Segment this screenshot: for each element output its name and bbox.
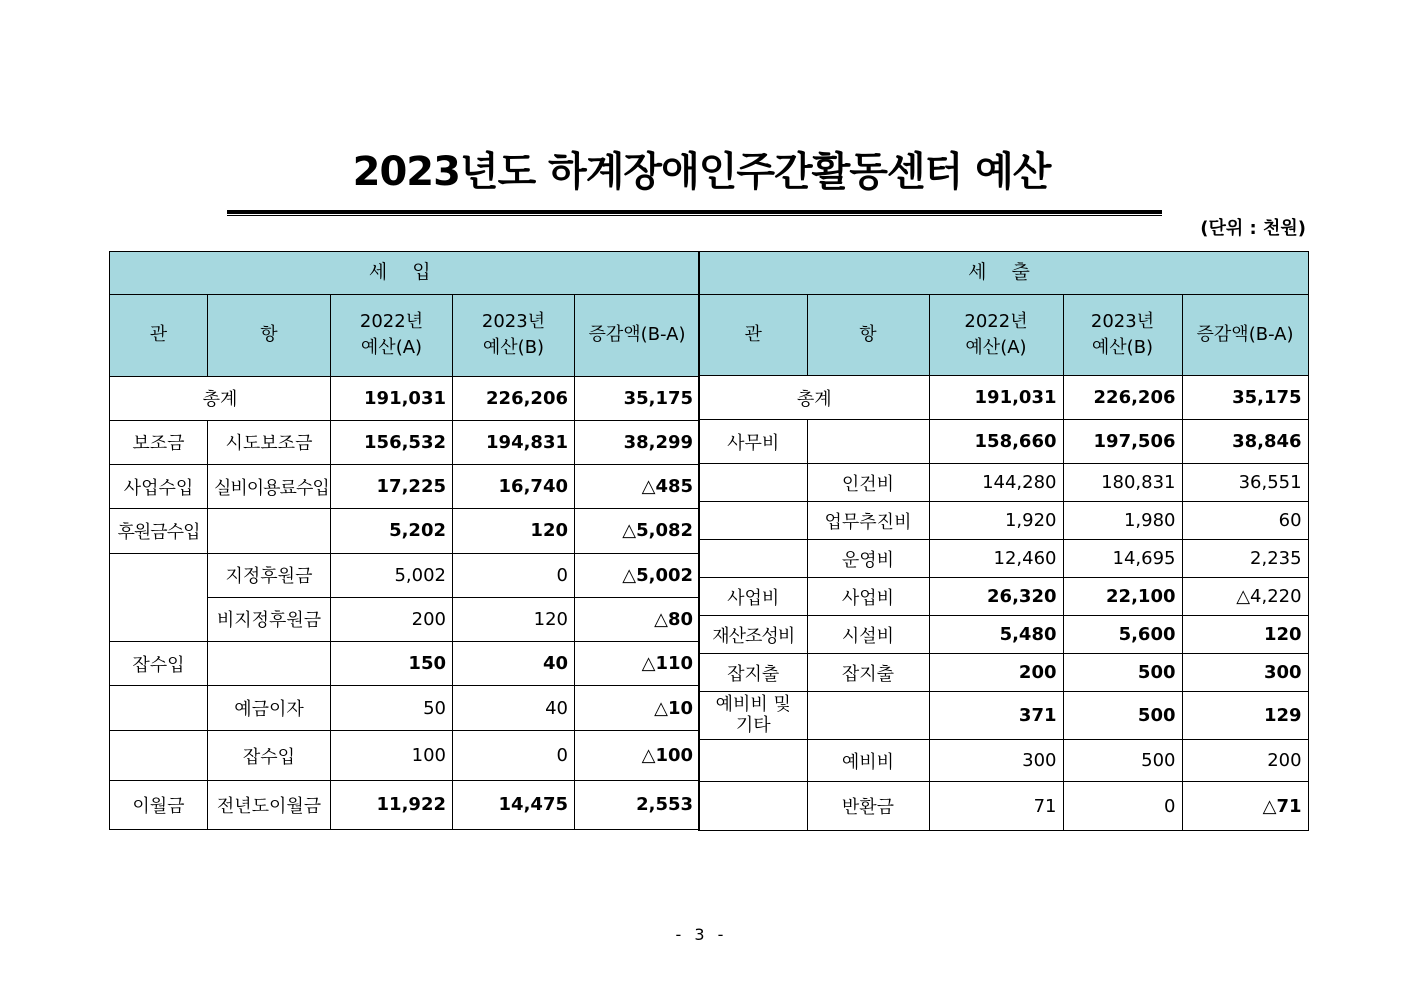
table-row bbox=[699, 540, 1308, 578]
amount-2023: 120 bbox=[453, 509, 575, 553]
gwan-cell: 사무비 bbox=[699, 420, 807, 464]
table-row bbox=[699, 464, 1308, 502]
table-row bbox=[110, 731, 700, 780]
gwan-cell: 후원금수입 bbox=[110, 509, 208, 553]
amount-2022: 5,480 bbox=[929, 616, 1063, 654]
hang-cell: 시도보조금 bbox=[208, 420, 331, 464]
amount-diff: △80 bbox=[575, 597, 700, 641]
income-total-label: 총계 bbox=[110, 376, 331, 420]
expense-total-diff: 35,175 bbox=[1182, 376, 1308, 420]
amount-diff: △5,082 bbox=[575, 509, 700, 553]
amount-2022: 200 bbox=[331, 597, 453, 641]
expense-section-header: 세 출 bbox=[699, 252, 1308, 295]
amount-2023: 0 bbox=[453, 731, 575, 780]
amount-diff: 38,846 bbox=[1182, 420, 1308, 464]
page-title: 2023년도 하계장애인주간활동센터 예산 bbox=[352, 149, 1051, 195]
amount-diff: △485 bbox=[575, 465, 700, 509]
gwan-cell bbox=[110, 553, 208, 641]
table-row bbox=[110, 420, 700, 464]
amount-diff: 300 bbox=[1182, 654, 1308, 692]
gwan-cell: 사업수입 bbox=[110, 465, 208, 509]
amount-2022: 150 bbox=[331, 641, 453, 685]
amount-2022: 5,202 bbox=[331, 509, 453, 553]
gwan-cell bbox=[110, 731, 208, 780]
expense-header-gwan: 관 bbox=[699, 295, 807, 376]
amount-diff: 36,551 bbox=[1182, 464, 1308, 502]
hang-cell bbox=[208, 641, 331, 685]
expense-total-label: 총계 bbox=[699, 376, 929, 420]
amount-2023: 22,100 bbox=[1063, 578, 1182, 616]
hang-cell: 잡지출 bbox=[807, 654, 929, 692]
title-underline bbox=[227, 210, 1162, 216]
expense-total-2022: 191,031 bbox=[929, 376, 1063, 420]
amount-2022: 50 bbox=[331, 686, 453, 731]
amount-2022: 17,225 bbox=[331, 465, 453, 509]
hang-cell bbox=[208, 509, 331, 553]
amount-diff: 60 bbox=[1182, 502, 1308, 540]
hang-cell: 실비이용료수입 bbox=[208, 465, 331, 509]
gwan-cell bbox=[699, 740, 807, 782]
table-row bbox=[699, 654, 1308, 692]
hang-cell: 사업비 bbox=[807, 578, 929, 616]
hang-cell bbox=[807, 420, 929, 464]
amount-2022: 5,002 bbox=[331, 553, 453, 597]
amount-diff: 2,235 bbox=[1182, 540, 1308, 578]
hang-cell: 전년도이월금 bbox=[208, 780, 331, 829]
hang-cell: 운영비 bbox=[807, 540, 929, 578]
amount-2022: 71 bbox=[929, 782, 1063, 831]
expense-header-2022: 2022년 예산(A) bbox=[929, 295, 1063, 376]
amount-2023: 500 bbox=[1063, 740, 1182, 782]
table-row bbox=[699, 616, 1308, 654]
amount-2023: 14,475 bbox=[453, 780, 575, 829]
amount-2023: 120 bbox=[453, 597, 575, 641]
amount-2023: 500 bbox=[1063, 692, 1182, 740]
amount-diff: △110 bbox=[575, 641, 700, 685]
income-section-header: 세 입 bbox=[110, 252, 700, 295]
amount-2022: 1,920 bbox=[929, 502, 1063, 540]
gwan-cell: 잡수입 bbox=[110, 641, 208, 685]
amount-2022: 26,320 bbox=[929, 578, 1063, 616]
amount-2023: 0 bbox=[1063, 782, 1182, 831]
expense-header-hang: 항 bbox=[807, 295, 929, 376]
gwan-cell bbox=[110, 686, 208, 731]
table-row bbox=[699, 692, 1308, 740]
amount-2023: 180,831 bbox=[1063, 464, 1182, 502]
hang-cell: 지정후원금 bbox=[208, 553, 331, 597]
expense-table bbox=[698, 251, 1309, 831]
amount-2023: 194,831 bbox=[453, 420, 575, 464]
table-row bbox=[699, 578, 1308, 616]
gwan-cell bbox=[699, 464, 807, 502]
income-header-diff: 증감액(B-A) bbox=[575, 295, 700, 376]
gwan-cell bbox=[699, 782, 807, 831]
expense-header-diff: 증감액(B-A) bbox=[1182, 295, 1308, 376]
income-total-diff: 35,175 bbox=[575, 376, 700, 420]
amount-diff: △10 bbox=[575, 686, 700, 731]
amount-diff: 200 bbox=[1182, 740, 1308, 782]
gwan-cell bbox=[699, 540, 807, 578]
amount-diff: 2,553 bbox=[575, 780, 700, 829]
amount-diff: △5,002 bbox=[575, 553, 700, 597]
expense-total-2023: 226,206 bbox=[1063, 376, 1182, 420]
gwan-cell: 잡지출 bbox=[699, 654, 807, 692]
hang-cell: 예금이자 bbox=[208, 686, 331, 731]
table-row bbox=[110, 465, 700, 509]
table-row bbox=[699, 782, 1308, 831]
amount-2022: 144,280 bbox=[929, 464, 1063, 502]
gwan-cell: 이월금 bbox=[110, 780, 208, 829]
amount-diff: △71 bbox=[1182, 782, 1308, 831]
amount-2023: 14,695 bbox=[1063, 540, 1182, 578]
amount-diff: △100 bbox=[575, 731, 700, 780]
income-total-2022: 191,031 bbox=[331, 376, 453, 420]
unit-label: (단위 : 천원) bbox=[1200, 218, 1306, 239]
amount-2023: 40 bbox=[453, 641, 575, 685]
amount-2022: 200 bbox=[929, 654, 1063, 692]
amount-2022: 12,460 bbox=[929, 540, 1063, 578]
hang-cell: 시설비 bbox=[807, 616, 929, 654]
amount-2022: 371 bbox=[929, 692, 1063, 740]
amount-2023: 500 bbox=[1063, 654, 1182, 692]
income-total-2023: 226,206 bbox=[453, 376, 575, 420]
income-total-row bbox=[110, 376, 700, 420]
amount-2022: 100 bbox=[331, 731, 453, 780]
amount-2023: 5,600 bbox=[1063, 616, 1182, 654]
amount-2023: 40 bbox=[453, 686, 575, 731]
income-header-2022: 2022년 예산(A) bbox=[331, 295, 453, 376]
hang-cell: 비지정후원금 bbox=[208, 597, 331, 641]
hang-cell bbox=[807, 692, 929, 740]
gwan-cell: 재산조성비 bbox=[699, 616, 807, 654]
hang-cell: 잡수입 bbox=[208, 731, 331, 780]
gwan-cell: 예비비 및 기타 bbox=[699, 692, 807, 740]
income-header-2023: 2023년 예산(B) bbox=[453, 295, 575, 376]
table-row bbox=[110, 509, 700, 553]
table-row bbox=[110, 553, 700, 597]
amount-diff: △4,220 bbox=[1182, 578, 1308, 616]
gwan-cell: 보조금 bbox=[110, 420, 208, 464]
hang-cell: 인건비 bbox=[807, 464, 929, 502]
table-row bbox=[110, 780, 700, 829]
hang-cell: 업무추진비 bbox=[807, 502, 929, 540]
amount-diff: 38,299 bbox=[575, 420, 700, 464]
income-header-gwan: 관 bbox=[110, 295, 208, 376]
income-table bbox=[109, 251, 700, 830]
table-row bbox=[699, 502, 1308, 540]
gwan-cell bbox=[699, 502, 807, 540]
amount-2023: 16,740 bbox=[453, 465, 575, 509]
expense-header-2023: 2023년 예산(B) bbox=[1063, 295, 1182, 376]
hang-cell: 예비비 bbox=[807, 740, 929, 782]
table-row bbox=[110, 641, 700, 685]
income-header-hang: 항 bbox=[208, 295, 331, 376]
table-row bbox=[110, 686, 700, 731]
page-number: - 3 - bbox=[675, 925, 728, 944]
gwan-cell: 사업비 bbox=[699, 578, 807, 616]
amount-2023: 197,506 bbox=[1063, 420, 1182, 464]
amount-2022: 156,532 bbox=[331, 420, 453, 464]
amount-2023: 0 bbox=[453, 553, 575, 597]
hang-cell: 반환금 bbox=[807, 782, 929, 831]
amount-diff: 129 bbox=[1182, 692, 1308, 740]
amount-2022: 158,660 bbox=[929, 420, 1063, 464]
amount-diff: 120 bbox=[1182, 616, 1308, 654]
table-row bbox=[699, 740, 1308, 782]
amount-2023: 1,980 bbox=[1063, 502, 1182, 540]
amount-2022: 300 bbox=[929, 740, 1063, 782]
table-row bbox=[699, 420, 1308, 464]
expense-total-row bbox=[699, 376, 1308, 420]
amount-2022: 11,922 bbox=[331, 780, 453, 829]
